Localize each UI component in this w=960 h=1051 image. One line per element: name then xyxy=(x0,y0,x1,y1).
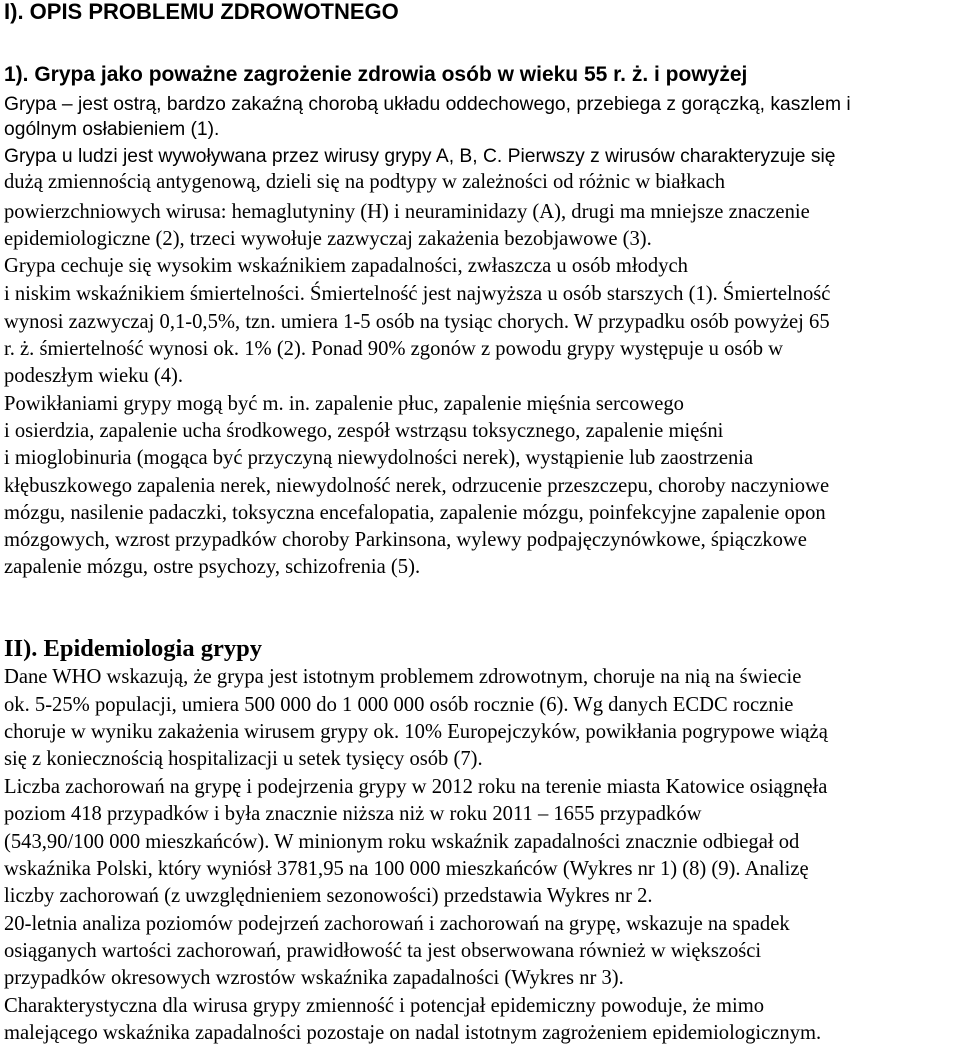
paragraph-line: i mioglobinuria (mogąca być przyczyną niewydolności nerek), wystąpienie lub zaostrzenia xyxy=(4,447,754,469)
paragraph-line: powierzchniowych wirusa: hemaglutyniny (H) i neuraminidazy (A), drugi ma mniejsze znaczenie xyxy=(4,201,810,223)
paragraph-line: choruje w wyniku zakażenia wirusem grypy ok. 10% Europejczyków, powikłania pogrypowe wiążą xyxy=(4,721,828,743)
paragraph-line: Grypa cechuje się wysokim wskaźnikiem zapadalności, zwłaszcza u osób młodych xyxy=(4,255,688,277)
paragraph-line xyxy=(4,147,836,166)
paragraph-line: i niskim wskaźnikiem śmiertelności. Śmiertelność jest najwyższa u osób starszych (1). Śmiertelność xyxy=(4,283,831,305)
paragraph-line: epidemiologiczne (2), trzeci wywołuje zazwyczaj zakażenia bezobjawowe (3). xyxy=(4,228,652,250)
paragraph-line: mózgowych, wzrost przypadków choroby Parkinsona, wylewy podpajęczynówkowe, śpiączkowe xyxy=(4,529,807,551)
paragraph-line: przypadków okresowych wzrostów wskaźnika zapadalności (Wykres nr 3). xyxy=(4,967,624,989)
paragraph-line: i osierdzia, zapalenie ucha środkowego, zespół wstrząsu toksycznego, zapalenie mięśni xyxy=(4,420,724,442)
paragraph-line-part: Grypa u ludzi jest wywoływana przez wirusy grypy A, B, C. Pierwszy z wirusów charakteryzuje się xyxy=(4,146,836,167)
subsection-heading: 1). Grypa jako poważne zagrożenie zdrowia osób w wieku 55 r. ż. i powyżej xyxy=(4,63,748,86)
paragraph-line: się z koniecznością hospitalizacji u setek tysięcy osób (7). xyxy=(4,748,483,770)
paragraph-line: mózgu, nasilenie padaczki, toksyczna encefalopatia, zapalenie mózgu, poinfekcyjne zapalenie opon xyxy=(4,502,826,524)
paragraph-line: zapalenie mózgu, ostre psychozy, schizofrenia (5). xyxy=(4,556,421,578)
paragraph-line: wskaźnika Polski, który wyniósł 3781,95 na 100 000 mieszkańców (Wykres nr 1) (8) (9). Analizę xyxy=(4,858,809,880)
section-heading-1: I). OPIS PROBLEMU ZDROWOTNEGO xyxy=(4,0,399,24)
paragraph-line: Powikłaniami grypy mogą być m. in. zapalenie płuc, zapalenie mięśnia sercowego xyxy=(4,393,684,415)
paragraph-line: (543,90/100 000 mieszkańców). W minionym roku wskaźnik zapadalności znacznie odbiegał od xyxy=(4,831,800,853)
paragraph-line: podeszłym wieku (4). xyxy=(4,365,184,387)
paragraph-line: dużą zmiennością antygenową, dzieli się na podtypy w zależności od różnic w białkach xyxy=(4,171,726,193)
paragraph-line: Liczba zachorowań na grypę i podejrzenia grypy w 2012 roku na terenie miasta Katowice osiągnęła xyxy=(4,776,828,798)
paragraph-line: liczby zachorowań (z uwzględnieniem sezonowości) przedstawia Wykres nr 2. xyxy=(4,885,653,907)
paragraph-line: Dane WHO wskazują, że grypa jest istotnym problemem zdrowotnym, choruje na nią na świecie xyxy=(4,666,802,688)
paragraph-line: kłębuszkowego zapalenia nerek, niewydolność nerek, odrzucenie przeszczepu, choroby naczyniowe xyxy=(4,475,830,497)
paragraph-line: 20-letnia analiza poziomów podejrzeń zachorowań i zachorowań na grypę, wskazuje na spadek xyxy=(4,913,790,935)
paragraph-line: malejącego wskaźnika zapadalności pozostaje on nadal istotnym zagrożeniem epidemiologicznym. xyxy=(4,1022,822,1044)
paragraph-line: ogólnym osłabieniem (1). xyxy=(4,119,220,140)
paragraph-line: Charakterystyczna dla wirusa grypy zmienność i potencjał epidemiczny powoduje, że mimo xyxy=(4,995,765,1017)
paragraph-line: wynosi zazwyczaj 0,1-0,5%, tzn. umiera 1-5 osób na tysiąc chorych. W przypadku osób powyżej 65 xyxy=(4,311,830,333)
paragraph-line: Grypa – jest ostrą, bardzo zakaźną chorobą układu oddechowego, przebiega z gorączką, kaszlem i xyxy=(4,94,851,115)
paragraph-line: poziom 418 przypadków i była znacznie niższa niż w roku 2011 – 1655 przypadków xyxy=(4,803,702,825)
section-heading-2: II). Epidemiologia grypy xyxy=(4,635,262,662)
paragraph-line: r. ż. śmiertelność wynosi ok. 1% (2). Ponad 90% zgonów z powodu grypy występuje u osób w xyxy=(4,338,784,360)
paragraph-line: osiąganych wartości zachorowań, prawidłowość ta jest obserwowana również w większości xyxy=(4,940,762,962)
paragraph-line: ok. 5-25% populacji, umiera 500 000 do 1 000 000 osób rocznie (6). Wg danych ECDC rocznie xyxy=(4,694,794,716)
